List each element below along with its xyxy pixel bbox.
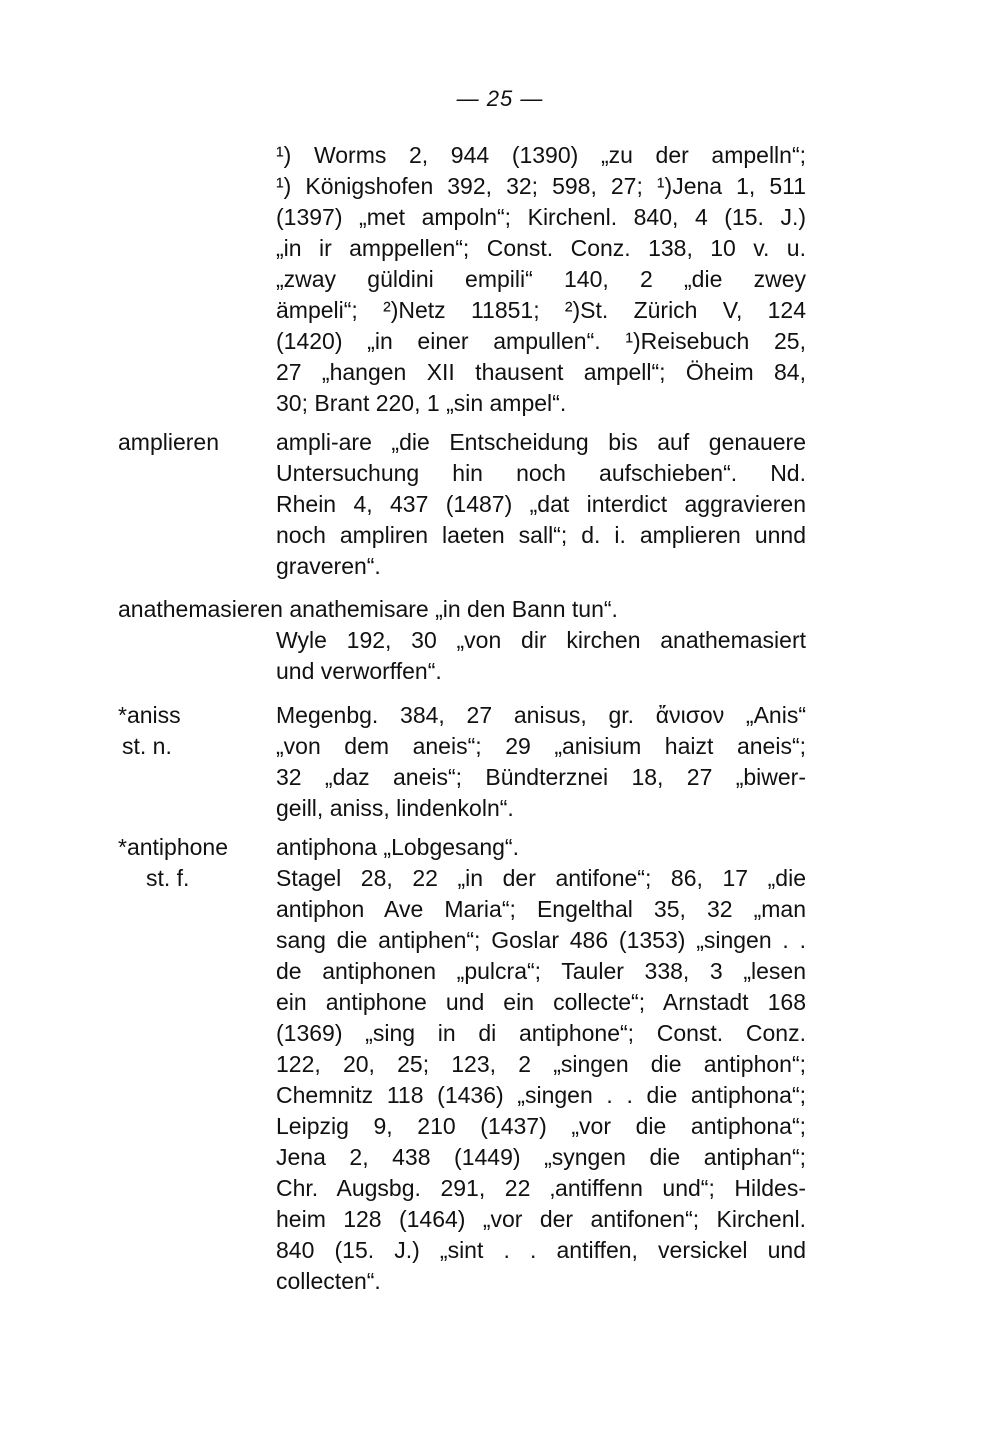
entry-body	[276, 700, 806, 824]
text-line: noch ampliren laeten sall“; d. i. amplieren unnd	[276, 522, 806, 548]
entry-body	[276, 625, 806, 687]
headword: amplieren	[118, 429, 219, 455]
text-line: 840 (15. J.) „sint . . antiffen, versickel und	[276, 1237, 806, 1263]
text-line: „zway güldini empili“ 140, 2 „die zwey	[276, 266, 806, 292]
text-line: 30; Brant 220, 1 „sin ampel“.	[276, 390, 567, 416]
text-line: ¹) Königshofen 392, 32; 598, 27; ¹)Jena 1, 511	[276, 173, 806, 199]
text-line: geill, aniss, lindenkoln“.	[276, 795, 514, 821]
text-line: (1397) „met ampoln“; Kirchenl. 840, 4 (15. J.)	[276, 204, 806, 230]
text-line: 32 „daz aneis“; Bündterznei 18, 27 „biwer-	[276, 764, 806, 790]
text-line: „in ir amppellen“; Const. Conz. 138, 10 v. u.	[276, 235, 806, 261]
page-number: — 25 —	[456, 86, 544, 111]
headword: *antiphone	[118, 834, 228, 860]
text-line: Leipzig 9, 210 (1437) „vor die antiphona“;	[276, 1113, 806, 1139]
headword-column	[118, 700, 276, 762]
text-line: Jena 2, 438 (1449) „syngen die antiphan“;	[276, 1144, 806, 1170]
text-line: de antiphonen „pulcra“; Tauler 338, 3 „lesen	[276, 958, 806, 984]
text-line: 27 „hangen XII thausent ampell“; Öheim 84,	[276, 359, 806, 385]
text-line: Megenbg. 384, 27 anisus, gr. ἄνισον „Anis“	[276, 702, 806, 728]
text-line: ein antiphone und ein collecte“; Arnstadt 168	[276, 989, 806, 1015]
headword: *aniss	[118, 702, 181, 728]
text-line: Stagel 28, 22 „in der antifone“; 86, 17 „die	[276, 865, 806, 891]
text-line: „von dem aneis“; 29 „anisium haizt aneis“;	[276, 733, 806, 759]
text-line: Chemnitz 118 (1436) „singen . . die antiphona“;	[276, 1082, 806, 1108]
entry-body	[276, 427, 806, 582]
text-line: ämpeli“; ²)Netz 11851; ²)St. Zürich V, 124	[276, 297, 806, 323]
text-line: heim 128 (1464) „vor der antifonen“; Kirchenl.	[276, 1206, 806, 1232]
text-line: 122, 20, 25; 123, 2 „singen die antiphon“;	[276, 1051, 806, 1077]
text-line: Wyle 192, 30 „von dir kirchen anathemasiert	[276, 627, 806, 653]
text-line: antiphona „Lobgesang“.	[276, 834, 519, 860]
text-line: graveren“.	[276, 553, 381, 579]
text-line: Untersuchung hin noch aufschieben“. Nd.	[276, 460, 806, 486]
entry-body	[276, 832, 806, 1297]
text-line: sang die antiphen“; Goslar 486 (1353) „singen . .	[276, 927, 806, 953]
text-line: (1420) „in einer ampullen“. ¹)Reisebuch 25,	[276, 328, 806, 354]
text-line: Chr. Augsbg. 291, 22 ‚antiffenn und“; Hildes-	[276, 1175, 806, 1201]
text-line: Rhein 4, 437 (1487) „dat interdict aggravieren	[276, 491, 806, 517]
text-line: collecten“.	[276, 1268, 381, 1294]
entry-body	[276, 140, 806, 419]
grammatical-gender: st. n.	[122, 733, 172, 759]
text-line: ¹) Worms 2, 944 (1390) „zu der ampelln“;	[276, 142, 806, 168]
text-line: (1369) „sing in di antiphone“; Const. Conz.	[276, 1020, 806, 1046]
grammatical-gender: st. f.	[146, 865, 190, 891]
headword-column	[118, 832, 276, 894]
text-line: und verworffen“.	[276, 658, 442, 684]
headword-column	[118, 427, 276, 458]
text-line: antiphon Ave Maria“; Engelthal 35, 32 „man	[276, 896, 806, 922]
headword-line: anathemasieren anathemisare „in den Bann tun“.	[118, 596, 618, 622]
text-line: ampli-are „die Entscheidung bis auf genauere	[276, 429, 806, 455]
